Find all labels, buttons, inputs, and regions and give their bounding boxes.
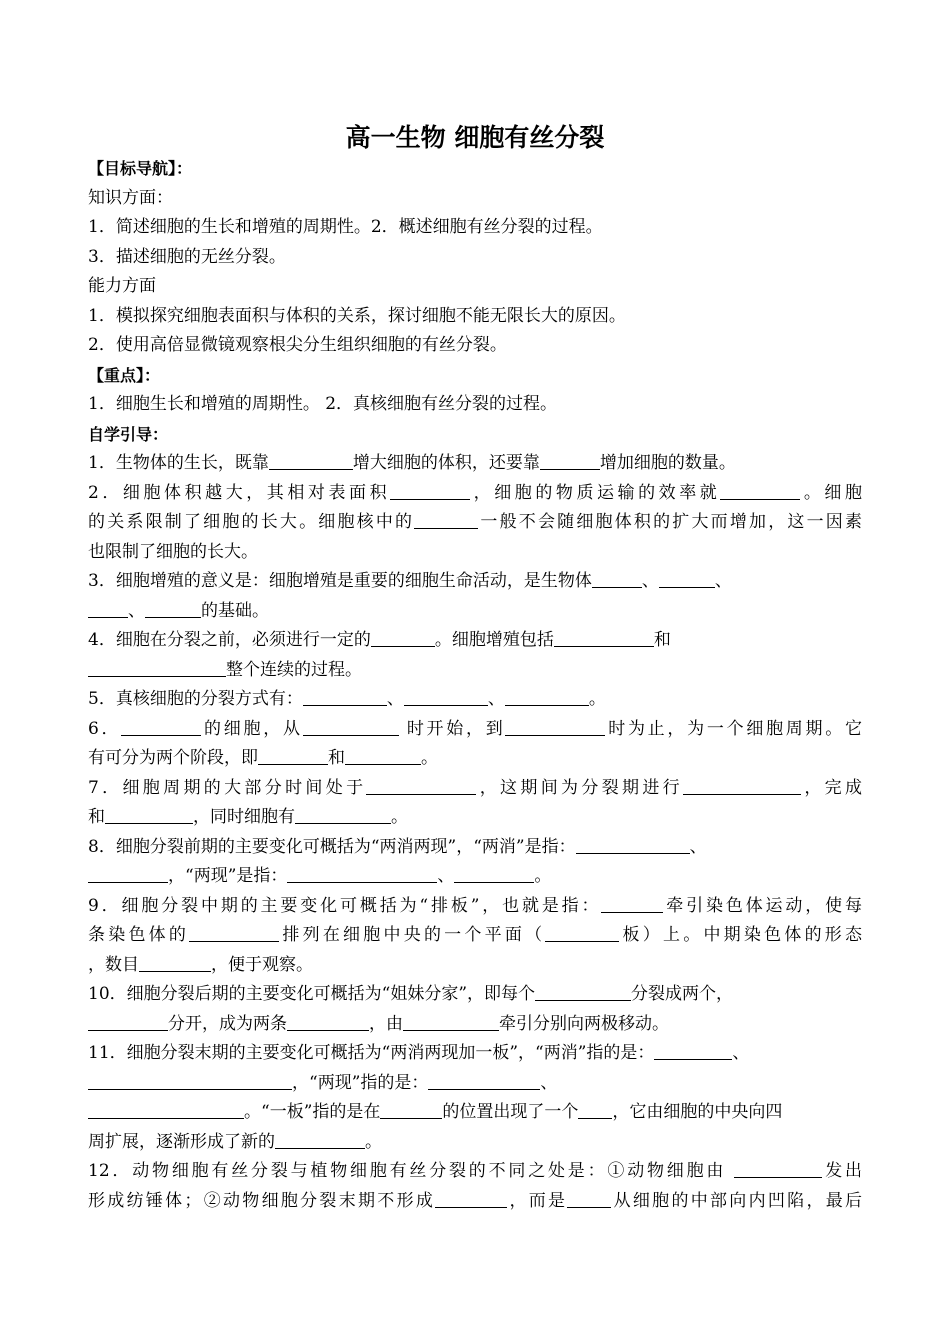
text-segment: 、 [437, 866, 455, 886]
text-segment: 。 [365, 1131, 382, 1152]
text-line [88, 862, 862, 892]
fill-in-blank[interactable] [535, 982, 631, 1001]
text-line [88, 597, 862, 627]
text-segment: 牵引染色体运动，使每 [663, 895, 862, 916]
fill-in-blank[interactable] [428, 1071, 540, 1090]
text-line [88, 1128, 862, 1158]
fill-in-blank[interactable] [601, 894, 663, 913]
text-segment: 、 [689, 836, 707, 857]
text-segment: 和 [653, 630, 671, 650]
text-segment: 11．细胞分裂末期的主要变化可概括为“两消两现加一板”，“两消”指的是： [88, 1043, 655, 1063]
text-segment: ，便于观察。 [211, 954, 313, 975]
fill-in-blank[interactable] [145, 599, 201, 618]
text-segment: ，同时细胞有 [193, 807, 295, 827]
page-title: 高一生物 细胞有丝分裂 [345, 123, 605, 152]
fill-in-blank[interactable] [454, 864, 534, 883]
text-segment: 12．动物细胞有丝分裂与植物细胞有丝分裂的不同之处是：①动物细胞由 [88, 1161, 735, 1181]
text-segment: 2．细胞体积越大，其相对表面积 [88, 482, 391, 503]
text-line [88, 508, 862, 538]
fill-in-blank[interactable] [654, 1041, 732, 1060]
text-segment: 一般不会随细胞体积的扩大而增加，这一因素 [478, 512, 862, 532]
text-segment: 。 [421, 748, 438, 768]
text-segment: ，由 [369, 1013, 403, 1034]
fill-in-blank[interactable] [105, 805, 193, 824]
text-segment: 1．模拟探究细胞表面积与体积的关系，探讨细胞不能无限长大的原因。 [88, 305, 626, 326]
section-heading [88, 154, 862, 184]
text-segment: ，细胞的物质运输的效率就 [470, 482, 721, 503]
text-line [88, 951, 862, 981]
fill-in-blank[interactable] [554, 628, 654, 647]
text-segment: 1．简述细胞的生长和增殖的周期性。2．概述细胞有丝分裂的过程。 [88, 217, 603, 237]
text-line [88, 656, 862, 686]
text-line [88, 302, 862, 332]
text-line [88, 538, 862, 568]
text-line [88, 213, 862, 243]
text-line [88, 1187, 862, 1217]
text-segment: ，“两现”是指： [168, 866, 288, 886]
text-line [88, 243, 862, 273]
text-segment: 的细胞，从 [201, 718, 303, 739]
document-body [88, 154, 862, 1216]
text-segment: 。细胞增殖包括 [434, 630, 554, 650]
text-segment: 的基础。 [201, 600, 269, 621]
text-line [88, 626, 862, 656]
fill-in-blank[interactable] [88, 1012, 168, 1031]
section-heading [88, 420, 862, 450]
text-segment: 时为止，为一个细胞周期。它 [605, 718, 862, 739]
text-segment: 【重点】： [88, 365, 161, 385]
text-line [88, 1098, 862, 1128]
text-segment: 1．细胞生长和增殖的周期性。 2．真核细胞有丝分裂的过程。 [88, 394, 558, 414]
text-segment: 7．细胞周期的大部分时间处于 [88, 777, 367, 798]
text-segment: 形成纺锤体；②动物细胞分裂末期不形成 [88, 1190, 436, 1211]
text-segment: 分裂成两个， [631, 984, 734, 1004]
fill-in-blank[interactable] [414, 510, 478, 529]
text-line [88, 1069, 862, 1099]
fill-in-blank[interactable] [567, 1189, 611, 1208]
text-line [88, 449, 862, 479]
fill-in-blank[interactable] [345, 746, 421, 765]
fill-in-blank[interactable] [435, 1189, 507, 1208]
text-segment: 4．细胞在分裂之前，必须进行一定的 [88, 630, 371, 650]
fill-in-blank[interactable] [720, 481, 800, 500]
text-segment: 整个连续的过程。 [226, 659, 362, 680]
text-line [88, 774, 862, 804]
text-segment: 3．细胞增殖的意义是：细胞增殖是重要的细胞生命活动，是生物体 [88, 571, 592, 591]
text-segment: 发出 [822, 1161, 862, 1181]
text-segment: 。细胞 [800, 482, 862, 503]
fill-in-blank[interactable] [505, 717, 605, 736]
text-segment: 牵引分别向两极移动。 [499, 1013, 669, 1034]
fill-in-blank[interactable] [505, 687, 589, 706]
text-segment: 从细胞的中部向内凹陷，最后 [611, 1190, 862, 1211]
text-line [88, 980, 862, 1010]
text-segment: 6． [88, 718, 122, 739]
fill-in-blank[interactable] [88, 599, 128, 618]
text-segment: 自学引导： [88, 424, 169, 444]
text-segment: 增加细胞的数量。 [599, 453, 736, 473]
text-line [88, 803, 862, 833]
text-segment: 的关系限制了细胞的长大。细胞核中的 [88, 512, 415, 532]
text-segment: 、 [540, 1072, 558, 1093]
text-line [88, 1010, 862, 1040]
fill-in-blank[interactable] [88, 1100, 244, 1119]
fill-in-blank[interactable] [88, 658, 226, 677]
text-segment: 增大细胞的体积，还要靠 [352, 453, 540, 473]
fill-in-blank[interactable] [371, 628, 435, 647]
text-segment: 周扩展，逐渐形成了新的 [88, 1131, 275, 1152]
fill-in-blank[interactable] [576, 835, 690, 854]
text-segment: 8．细胞分裂前期的主要变化可概括为“两消两现”，“两消”是指： [88, 836, 576, 857]
fill-in-blank[interactable] [287, 864, 437, 883]
fill-in-blank[interactable] [275, 1130, 365, 1149]
text-segment: ，它由细胞的中央向四 [612, 1102, 783, 1122]
text-line [88, 184, 862, 214]
text-segment: 的位置出现了一个 [442, 1102, 579, 1122]
section-heading [88, 361, 862, 391]
text-segment: 、 [386, 689, 404, 709]
fill-in-blank[interactable] [390, 481, 470, 500]
fill-in-blank[interactable] [578, 1100, 612, 1119]
fill-in-blank[interactable] [380, 1100, 442, 1119]
fill-in-blank[interactable] [269, 451, 353, 470]
text-segment: 条染色体的 [88, 925, 190, 945]
fill-in-blank[interactable] [287, 1012, 369, 1031]
text-segment: 有可分为两个阶段，即 [88, 748, 258, 768]
text-segment: 1．生物体的生长，既靠 [88, 453, 269, 473]
text-segment: 。 [534, 866, 552, 886]
text-line [88, 567, 862, 597]
fill-in-blank[interactable] [189, 923, 279, 942]
fill-in-blank[interactable] [88, 1071, 292, 1090]
text-segment: 、 [641, 571, 659, 591]
text-segment: 【目标导航】： [88, 159, 193, 178]
text-segment: 和 [88, 807, 105, 827]
fill-in-blank[interactable] [121, 717, 201, 736]
fill-in-blank[interactable] [403, 1012, 499, 1031]
text-segment: 和 [328, 748, 345, 768]
text-segment: 也限制了细胞的长大。 [88, 541, 258, 562]
text-segment: 、 [128, 600, 145, 621]
fill-in-blank[interactable] [683, 776, 801, 795]
fill-in-blank[interactable] [592, 569, 642, 588]
text-segment: ，而是 [507, 1190, 568, 1211]
text-segment: 。 [391, 807, 408, 827]
text-line [88, 744, 862, 774]
text-segment: 3．描述细胞的无丝分裂。 [88, 246, 286, 267]
text-segment: 。 [588, 689, 606, 709]
text-segment: 9．细胞分裂中期的主要变化可概括为“排板”，也就是指： [88, 895, 602, 916]
text-segment: ，完成 [801, 777, 862, 798]
text-line [88, 685, 862, 715]
fill-in-blank[interactable] [545, 923, 619, 942]
fill-in-blank[interactable] [366, 776, 476, 795]
text-segment: 2．使用高倍显微镜观察根尖分生组织细胞的有丝分裂。 [88, 335, 507, 355]
text-segment: 10．细胞分裂后期的主要变化可概括为“姐妹分家”，即每个 [88, 984, 536, 1004]
text-line [88, 892, 862, 922]
text-segment: 、 [487, 689, 505, 709]
text-segment: 知识方面： [88, 187, 173, 208]
text-line [88, 833, 862, 863]
fill-in-blank[interactable] [303, 687, 387, 706]
text-line [88, 1039, 862, 1069]
text-segment: 时开始，到 [398, 718, 506, 739]
text-line [88, 390, 862, 420]
text-line [88, 715, 862, 745]
fill-in-blank[interactable] [734, 1159, 822, 1178]
text-line [88, 921, 862, 951]
text-line [88, 272, 862, 302]
fill-in-blank[interactable] [139, 953, 211, 972]
text-segment: 分开，成为两条 [168, 1013, 287, 1034]
text-segment: 排列在细胞中央的一个平面（ [279, 925, 546, 945]
fill-in-blank[interactable] [258, 746, 328, 765]
text-segment: ，这期间为分裂期进行 [476, 777, 684, 798]
text-segment: 能力方面 [88, 276, 156, 296]
fill-in-blank[interactable] [295, 805, 391, 824]
text-segment: 。“一板”指的是在 [244, 1102, 381, 1122]
text-segment: 5．真核细胞的分裂方式有： [88, 689, 303, 709]
text-segment: ，数目 [88, 954, 139, 975]
fill-in-blank[interactable] [659, 569, 715, 588]
text-line [88, 331, 862, 361]
text-line [88, 479, 862, 509]
text-line [88, 1157, 862, 1187]
text-segment: 、 [732, 1043, 750, 1063]
fill-in-blank[interactable] [303, 717, 399, 736]
text-segment: ，“两现”指的是： [292, 1072, 429, 1093]
text-segment: 、 [714, 571, 732, 591]
fill-in-blank[interactable] [404, 687, 488, 706]
text-segment: 板）上。中期染色体的形态 [619, 925, 862, 945]
fill-in-blank[interactable] [540, 451, 600, 470]
fill-in-blank[interactable] [88, 864, 168, 883]
